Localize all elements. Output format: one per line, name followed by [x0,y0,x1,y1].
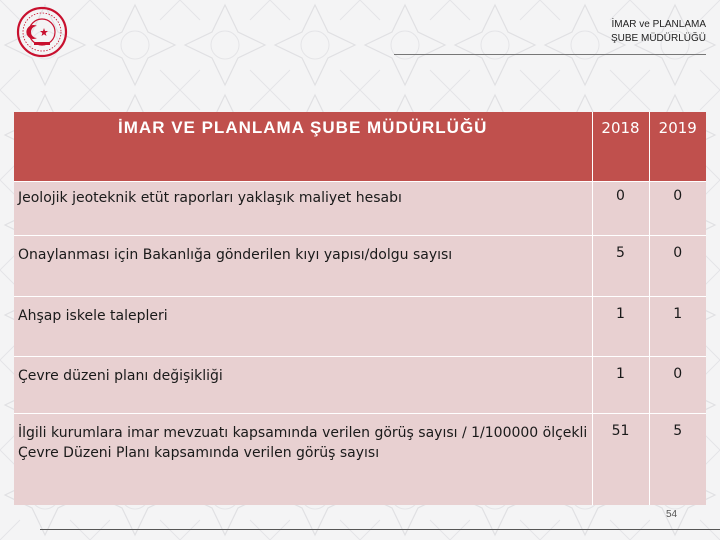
value-2019: 1 [649,297,706,357]
value-2018: 1 [592,357,649,414]
header-line-2: ŞUBE MÜDÜRLÜĞÜ [610,33,706,44]
value-2019: 5 [649,414,706,506]
value-2018: 1 [592,297,649,357]
table-row [14,414,706,506]
table-row [14,236,706,297]
value-2018: 0 [592,182,649,236]
value-2018: 5 [592,236,649,297]
table-header-row [14,112,706,182]
table-row [14,182,706,236]
row-label: Çevre düzeni planı değişikliği [14,357,592,414]
header-line-1: İMAR ve PLANLAMA [611,19,706,30]
row-label: Jeolojik jeoteknik etüt raporları yaklaşık maliyet hesabı [14,182,592,236]
table-title: İMAR VE PLANLAMA ŞUBE MÜDÜRLÜĞÜ [14,112,592,182]
year-2018-header: 2018 [592,112,649,182]
value-2018: 51 [592,414,649,506]
statistics-table [14,112,706,505]
row-label: İlgili kurumlara imar mevzuatı kapsamında verilen görüş sayısı / 1/100000 ölçekli Çevre Düzeni Planı kapsamında verilen görüş sayısı [14,414,592,506]
footer-divider [40,529,720,530]
year-2019-header: 2019 [649,112,706,182]
row-label: Onaylanması için Bakanlığa gönderilen kıyı yapısı/dolgu sayısı [14,236,592,297]
value-2019: 0 [649,357,706,414]
value-2019: 0 [649,182,706,236]
table-row [14,357,706,414]
header-divider [394,54,706,55]
department-header [611,18,706,46]
value-2019: 0 [649,236,706,297]
page-number: 54 [666,509,678,520]
table-row [14,297,706,357]
row-label: Ahşap iskele talepleri [14,297,592,357]
ministry-logo [16,6,68,58]
